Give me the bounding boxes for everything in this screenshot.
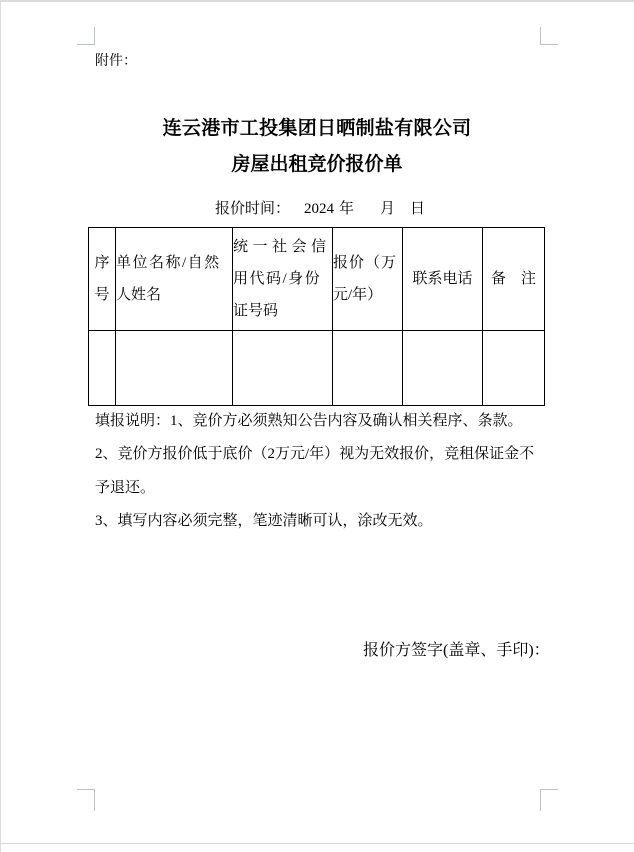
quote-time-day-unit: 日 — [410, 201, 426, 217]
document-subtitle: 房屋出租竞价报价单 — [231, 154, 403, 175]
header-remark — [483, 228, 545, 331]
header-phone — [403, 228, 483, 331]
quote-time-line — [215, 200, 425, 218]
page-edge-top — [0, 0, 634, 2]
note-line-4: 3、填写内容必须完整，笔迹清晰可认，涂改无效。 — [95, 513, 433, 530]
header-remark-line1: 备 注 — [490, 271, 536, 287]
input-cell-remark[interactable] — [483, 331, 545, 406]
document-title: 连云港市工投集团日晒制盐有限公司 — [162, 118, 472, 139]
input-cell-phone[interactable] — [403, 331, 483, 406]
header-seq-line2: 号 — [94, 287, 110, 303]
attachment-label: 附件： — [95, 54, 137, 69]
header-name — [116, 228, 233, 331]
header-phone-line1: 联系电话 — [412, 271, 473, 287]
header-seq-line1: 序 — [94, 255, 110, 271]
note-line-3: 予退还。 — [95, 479, 156, 496]
bid-table — [88, 227, 545, 406]
header-credit-line2: 用代码/身份 — [233, 271, 322, 287]
header-credit-code — [233, 228, 333, 331]
page-edge-bottom — [0, 843, 634, 844]
header-price-line1: 报价（万 — [333, 255, 398, 271]
input-cell-price[interactable] — [333, 331, 403, 406]
header-credit-line1: 统一社会信 — [233, 239, 331, 255]
note-line-2: 2、竞价方报价低于底价（2万元/年）视为无效报价，竞租保证金不 — [95, 446, 535, 463]
crop-mark-top-right — [540, 27, 558, 45]
quote-time-year-unit: 年 — [339, 201, 355, 217]
header-name-line1: 单位名称/自然 — [116, 255, 221, 271]
header-seq — [89, 228, 116, 331]
note-line-1: 填报说明：1、竞价方必须熟知公告内容及确认相关程序、条款。 — [95, 413, 523, 429]
crop-mark-bottom-left — [77, 789, 95, 811]
header-name-line2: 人姓名 — [116, 287, 162, 303]
notes-section — [95, 405, 547, 539]
crop-mark-bottom-right — [540, 789, 558, 811]
quote-time-year-value: 2024 — [304, 201, 335, 217]
signature-label: 报价方签字(盖章、手印)： — [363, 642, 550, 659]
quote-time-month-unit: 月 — [380, 201, 396, 217]
input-cell-name[interactable] — [116, 331, 233, 406]
quote-time-label: 报价时间： — [215, 201, 291, 217]
header-price-line2: 元/年） — [333, 287, 383, 303]
input-cell-seq[interactable] — [89, 331, 116, 406]
bid-table-header-row — [89, 228, 545, 331]
bid-table-input-row — [89, 331, 545, 406]
header-price — [333, 228, 403, 331]
crop-mark-top-left — [77, 27, 95, 45]
input-cell-credit-code[interactable] — [233, 331, 333, 406]
header-credit-line3: 证号码 — [233, 303, 279, 319]
